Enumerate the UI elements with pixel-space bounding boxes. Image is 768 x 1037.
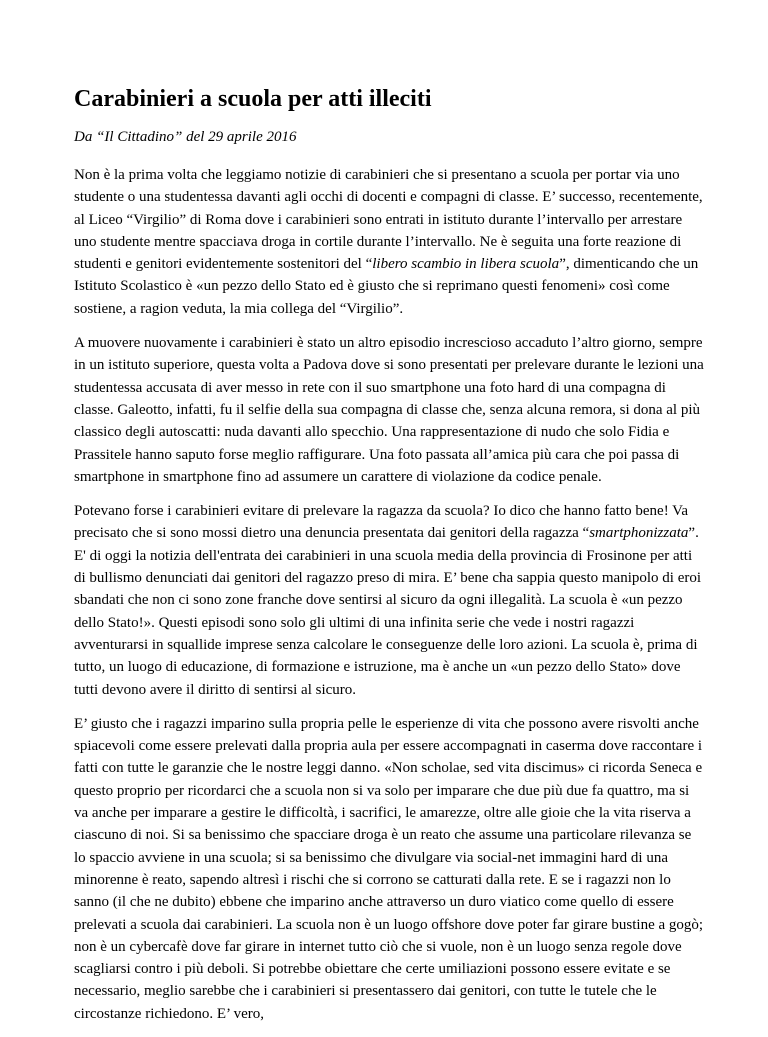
paragraph-4: E’ giusto che i ragazzi imparino sulla propria pelle le esperienze di vita che possono avere risvolti anche spiacevoli come essere prelevati dalla propria aula per essere accompagnati in caserma dove raccontare i fatti con tutte le garanzie che le nostre leggi danno. «Non scholae, sed vita discimus» ci ricorda Seneca e questo proprio per ricordarci che a scuola non si va solo per imparare che due più due fa quattro, ma si va anche per imparare a gestire le difficoltà, i sacrifici, le amarezze, oltre alle gioie che la vita riserva a ciascuno di noi. Si sa benissimo che spacciare droga è un reato che assume una particolare rilevanza se lo spaccio avviene in una scuola; si sa benissimo che divulgare via social-net immagini hard di una minorenne è reato, sapendo altresì i rischi che si corrono se catturati dalla rete. E se i ragazzi non lo sanno (il che ne dubito) ebbene che imparino anche attraverso un duro viatico come quello di essere prelevati a scuola dai carabinieri. La scuola non è un luogo offshore dove poter far girare bustine a gogò; non è un cybercafè dove far girare in internet tutto ciò che si vuole, non è un luogo senza regole dove scagliarsi contro i più deboli. Si potrebbe obiettare che certe umiliazioni possono essere evitate e se necessario, meglio sarebbe che i carabinieri si presentassero dai genitori, con tutte le tutele che le circostanze richiedono. E’ vero, [74, 715, 704, 1022]
paragraph-3-text-b: ”. E' di oggi la notizia dell'entrata dei carabinieri in una scuola media della provincia di Frosinone per atti di bullismo denunciati dai genitori del ragazzo preso di mira. E’ bene cha sappia questo manipolo di eroi sbandati che non ci sono zone franche dove sentirsi al sicuro da ogni illegalità. La scuola è «un pezzo dello Stato!». Questi episodi sono solo gli ultimi di una infinita serie che vede i nostri ragazzi avventurarsi in squallide imprese senza calcolare le conseguenze delle loro azioni. La scuola è, prima di tutto, un luogo di educazione, di formazione e istruzione, ma è anche un «un pezzo dello Stato» dove tutti devono avere il diritto di sentirsi al sicuro. [74, 525, 702, 698]
paragraph-2: A muovere nuovamente i carabinieri è stato un altro episodio increscioso accaduto l’altro giorno, sempre in un istituto superiore, questa volta a Padova dove si sono presentati per prelevare durante le lezioni una studentessa accusata di aver messo in rete con il suo smartphone una foto hard di una compagna di classe. Galeotto, infatti, fu il selfie della sua compagna di classe che, senza alcuna remora, si dona al più classico degli autoscatti: nuda davanti allo specchio. Una rappresentazione di nudo che solo Fidia e Prassitele hanno saputo forse meglio raffigurare. Una foto passata all’amica più cara che poi passa di smartphone in smartphone fino ad assumere un carattere di violazione da codice penale. [74, 335, 704, 485]
paragraph-1-text-a: Non è la prima volta che leggiamo notizie di carabinieri che si presentano a scuola per portar via uno studente o una studentessa davanti agli occhi di docenti e compagni di classe. E’ successo, recentemente, al Liceo “Virgilio” di Roma dove i carabinieri sono entrati in istituto durante l’intervallo per arrestare uno studente mentre spacciava droga in cortile durante l’intervallo. Ne è seguita una forte reazione di studenti e genitori evidentemente sostenitori del “ [74, 167, 703, 273]
paragraph-1-text-b: ”, dimenticando che un Istituto Scolastico è «un pezzo dello Stato ed è giusto che si reprimano questi fenomeni» così come sostiene, a ragion veduta, la mia collega del “Virgilio”. [74, 256, 699, 317]
paragraph-3-emphasis: smartphonizzata [589, 525, 689, 542]
paragraph-1-emphasis: libero scambio in libera scuola [372, 256, 560, 273]
article-title: Carabinieri a scuola per atti illeciti [74, 86, 432, 112]
article-source: Da “Il Cittadino” del 29 aprile 2016 [74, 129, 297, 145]
paragraph-3-text-a: Potevano forse i carabinieri evitare di prelevare la ragazza da scuola? Io dico che hanno fatto bene! Va precisato che si sono mossi dietro una denuncia presentata dai genitori della ragazza “ [74, 503, 689, 542]
paragraph-3 [74, 500, 704, 701]
paragraph-1 [74, 164, 704, 320]
article [74, 84, 704, 1037]
